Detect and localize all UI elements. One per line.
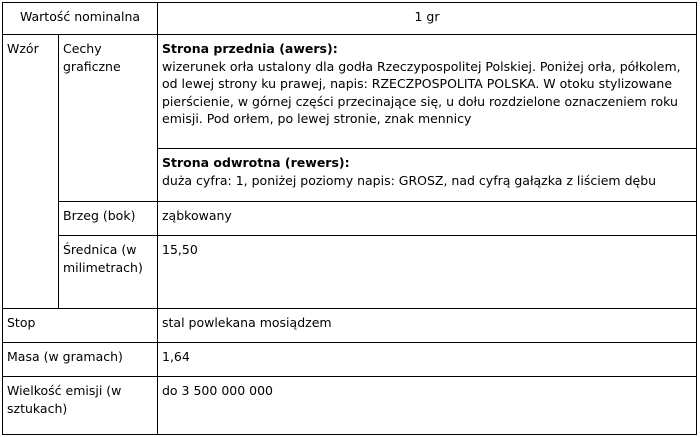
awers-heading: Strona przednia (awers):: [162, 41, 338, 56]
cechy-graficzne-label: Cechy graficzne: [63, 41, 121, 74]
awers-cell: [158, 38, 696, 130]
srednica-label: Średnica (w milimetrach): [63, 242, 143, 275]
emisja-value: do 3 500 000 000: [162, 383, 274, 398]
brzeg-value: ząbkowany: [162, 208, 232, 223]
srednica-value: 15,50: [162, 242, 198, 257]
rewers-cell: [158, 152, 696, 191]
nominal-value: 1 gr: [414, 9, 440, 24]
rewers-heading: Strona odwrotna (rewers):: [162, 155, 350, 170]
wzor-label: Wzór: [7, 41, 39, 56]
nominal-label: Wartość nominalna: [19, 9, 141, 24]
awers-text: wizerunek orła ustalony dla godła Rzeczypospolitej Polskiej. Poniżej orła, półkolem, od lewej strony ku prawej, napis: RZECZPOSPOLITA POLSKA. W otoku stylizowane pierścienie, w górnej części przecinające się, u dołu rozdzielone oznaczeniem roku emisji. Pod orłem, po lewej stronie, znak mennicy: [162, 58, 681, 126]
table-rule: [2, 2, 3, 435]
coin-spec-table: [2, 2, 697, 435]
table-rule: [2, 34, 697, 35]
brzeg-label: Brzeg (bok): [63, 208, 136, 223]
stop-label: Stop: [7, 315, 36, 330]
rewers-text: duża cyfra: 1, poniżej poziomy napis: GROSZ, nad cyfrą gałązka z liściem dębu: [162, 172, 657, 188]
table-rule: [2, 308, 697, 309]
masa-label: Masa (w gramach): [7, 349, 123, 364]
table-rule: [157, 148, 697, 149]
emisja-label: Wielkość emisji (w sztukach): [7, 383, 122, 416]
table-rule: [2, 376, 697, 377]
table-rule: [696, 2, 697, 435]
masa-value: 1,64: [162, 349, 190, 364]
table-rule: [2, 434, 697, 435]
table-rule: [58, 201, 697, 202]
table-rule: [2, 342, 697, 343]
table-rule: [58, 235, 697, 236]
stop-value: stal powlekana mosiądzem: [162, 315, 332, 330]
